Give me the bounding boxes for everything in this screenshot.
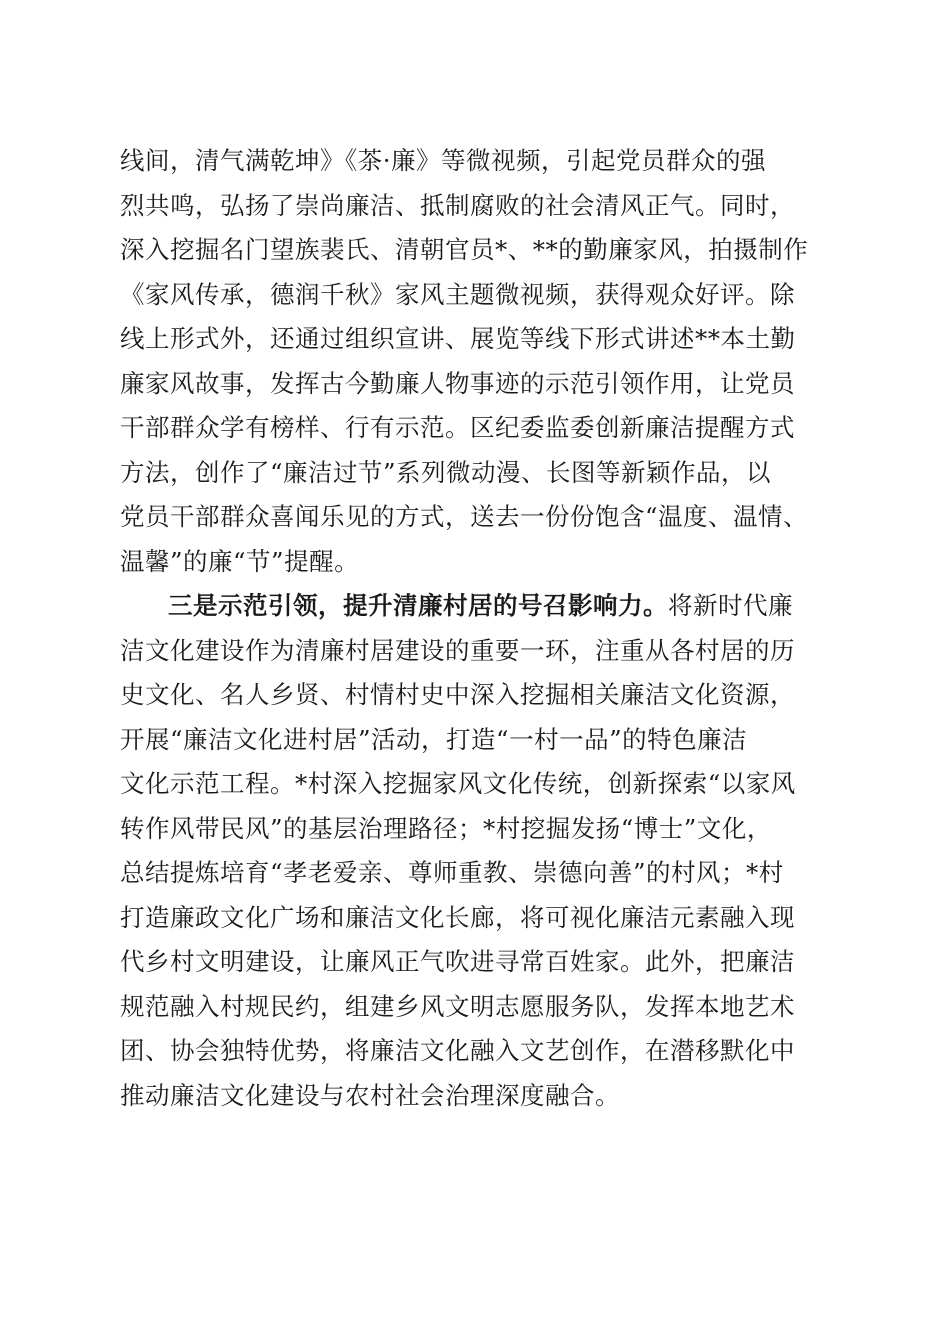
text-line: 转作风带民风”的基层治理路径；*村挖掘发扬“博士”文化， [120,813,772,843]
text-line: 线上形式外，还通过组织宣讲、展览等线下形式讲述**本土勤 [120,324,796,353]
document-body [120,139,830,1118]
text-line: 党员干部群众喜闻乐见的方式，送去一份份饱含“温度、温情、 [120,502,809,531]
text-line: 文化示范工程。*村深入挖掘家风文化传统，创新探索“以家风 [120,769,796,798]
text-line: 开展“廉洁文化进村居”活动，打造“一村一品”的特色廉洁 [120,724,748,754]
paragraph-1 [120,139,830,584]
text-line: 干部群众学有榜样、行有示范。区纪委监委创新廉洁提醒方式 [120,413,795,442]
text-line: 团、协会独特优势，将廉洁文化融入文艺创作，在潜移默化中 [120,1036,795,1065]
text-line: 打造廉政文化广场和廉洁文化长廊，将可视化廉洁元素融入现 [120,902,795,932]
text-line: 洁文化建设作为清廉村居建设的重要一环，注重从各村居的历 [120,635,795,665]
text-line: 推动廉洁文化建设与农村社会治理深度融合。 [120,1080,620,1110]
text-line: 代乡村文明建设，让廉风正气吹进寻常百姓家。此外，把廉洁 [120,947,795,976]
text-line: 规范融入村规民约，组建乡风文明志愿服务队，发挥本地艺术 [120,991,795,1021]
paragraph-2 [120,584,830,1118]
text-line-rest: 将新时代廉 [668,591,793,620]
paragraph-lead-heading: 三是示范引领，提升清廉村居的号召影响力。 [168,591,668,620]
text-line: 方法，创作了“廉洁过节”系列微动漫、长图等新颖作品，以 [120,457,772,487]
text-line-first [120,584,830,629]
text-line: 深入挖掘名门望族裴氏、清朝官员*、**的勤廉家风，拍摄制作 [120,235,809,264]
text-line: 温馨”的廉“节”提醒。 [120,546,360,576]
text-line: 《家风传承，德润千秋》家风主题微视频，获得观众好评。除 [120,279,795,309]
text-line: 烈共鸣，弘扬了崇尚廉洁、抵制腐败的社会清风正气。同时， [120,190,795,220]
text-line: 线间，清气满乾坤》《茶·廉》等微视频，引起党员群众的强 [120,146,767,175]
text-line: 总结提炼培育“孝老爱亲、尊师重教、崇德向善”的村风；*村 [120,858,784,887]
text-line: 廉家风故事，发挥古今勤廉人物事迹的示范引领作用，让党员 [120,368,795,398]
text-line: 史文化、名人乡贤、村情村史中深入挖掘相关廉洁文化资源， [120,680,795,709]
